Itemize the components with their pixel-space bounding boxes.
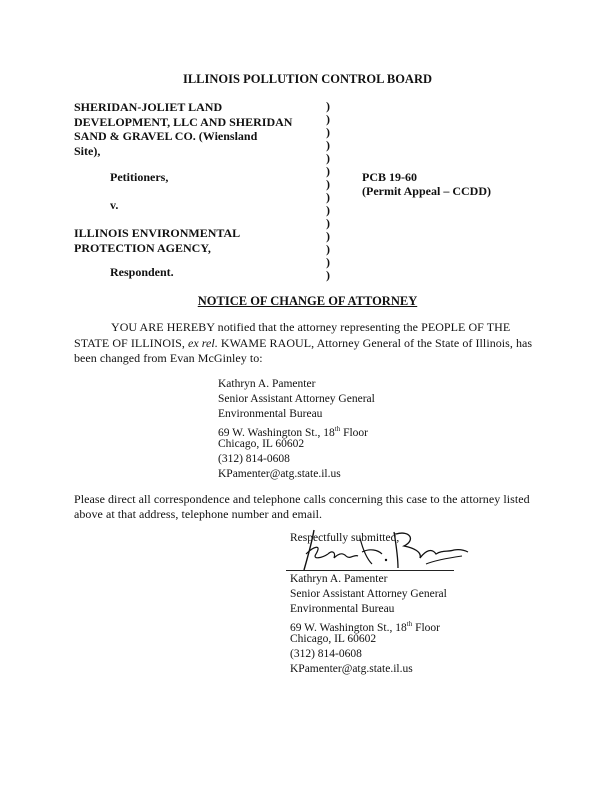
notice-title: NOTICE OF CHANGE OF ATTORNEY bbox=[197, 294, 418, 308]
p1-line2-end: KWAME RAOUL, Attorney General of the State of Illinois, has bbox=[217, 336, 533, 350]
court-heading: ILLINOIS POLLUTION CONTROL BOARD bbox=[182, 72, 432, 86]
paragraph-1-line-3: been changed from Evan McGinley to: bbox=[74, 351, 263, 365]
ex-rel-text: ex rel. bbox=[187, 336, 218, 350]
attorney-phone: (312) 814-0608 bbox=[218, 453, 290, 465]
caption-parentheses: ) ) ) ) ) ) ) ) ) ) ) ) ) ) bbox=[326, 99, 330, 282]
case-type: (Permit Appeal – CCDD) bbox=[362, 184, 491, 198]
signature bbox=[286, 524, 471, 576]
paragraph-1-line-2 bbox=[74, 336, 532, 352]
attorney-name: Kathryn A. Pamenter bbox=[218, 378, 316, 390]
case-number: PCB 19-60 bbox=[362, 170, 417, 184]
paragraph-2-line-2: above at that address, telephone number and email. bbox=[74, 507, 323, 521]
street-text: 69 W. Washington St., 18 bbox=[218, 426, 335, 439]
signer-title: Senior Assistant Attorney General bbox=[290, 588, 447, 600]
attorney-bureau: Environmental Bureau bbox=[218, 408, 323, 420]
signer-email: KPamenter@atg.state.il.us bbox=[290, 663, 413, 675]
paragraph-1-line-1: YOU ARE HEREBY notified that the attorney representing the PEOPLE OF THE bbox=[111, 320, 511, 334]
versus-label: v. bbox=[110, 198, 119, 212]
petitioner-line-4: Site), bbox=[74, 143, 101, 158]
signer-bureau: Environmental Bureau bbox=[290, 603, 395, 615]
signer-phone: (312) 814-0608 bbox=[290, 648, 362, 660]
street-sup: th bbox=[334, 425, 341, 433]
petitioner-line-3: SAND & GRAVEL CO. (Wiensland bbox=[74, 129, 258, 143]
signer-city: Chicago, IL 60602 bbox=[290, 633, 377, 645]
signature-line bbox=[286, 570, 454, 571]
attorney-title: Senior Assistant Attorney General bbox=[218, 393, 375, 405]
signer-name: Kathryn A. Pamenter bbox=[290, 573, 388, 585]
street-floor: Floor bbox=[340, 426, 369, 439]
petitioners-label: Petitioners, bbox=[110, 170, 169, 184]
petitioner-line-1: SHERIDAN-JOLIET LAND bbox=[74, 100, 223, 114]
paragraph-2-line-1: Please direct all correspondence and telephone calls concerning this case to the attorney listed bbox=[74, 492, 530, 506]
closing-text: Respectfully submitted, bbox=[290, 532, 400, 544]
respondent-label: Respondent. bbox=[110, 265, 174, 279]
signer-street-sup: th bbox=[406, 620, 413, 628]
respondent-line-1: ILLINOIS ENVIRONMENTAL bbox=[74, 226, 241, 240]
petitioner-line-2: DEVELOPMENT, LLC AND SHERIDAN bbox=[74, 114, 293, 129]
attorney-city: Chicago, IL 60602 bbox=[218, 438, 305, 450]
signer-street-floor: Floor bbox=[412, 621, 441, 634]
p1-line2-start: STATE OF ILLINOIS, bbox=[74, 336, 188, 350]
signer-street-text: 69 W. Washington St., 18 bbox=[290, 621, 407, 634]
respondent-line-2: PROTECTION AGENCY, bbox=[74, 240, 211, 255]
attorney-email: KPamenter@atg.state.il.us bbox=[218, 468, 341, 480]
